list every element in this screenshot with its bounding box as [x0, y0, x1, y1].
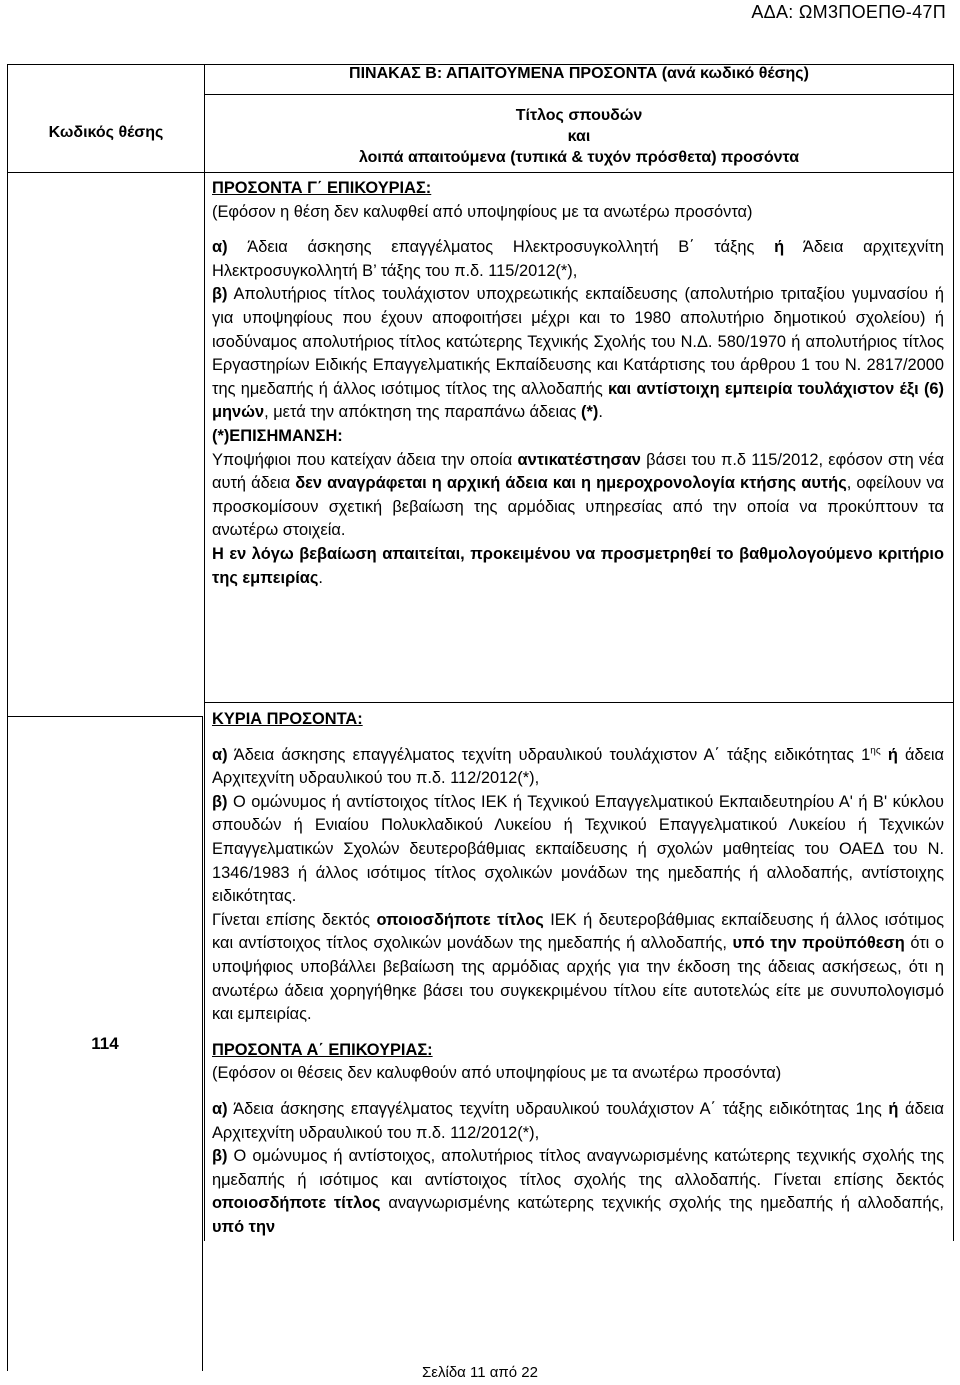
text-run: Η εν λόγω βεβαίωση απαιτείται, προκειμένου να προσμετρηθεί το βαθμολογούμενο κριτήριο της εμπειρίας: [212, 544, 944, 587]
text-run: .: [318, 568, 323, 587]
text-run: α): [212, 1099, 228, 1118]
paragraph-gap: [212, 732, 944, 744]
paragraph-gap: [212, 224, 944, 236]
text-run: β): [212, 1147, 228, 1166]
text-run: ή: [774, 238, 785, 257]
text-run: ΠΡΟΣΟΝΤΑ Α΄ ΕΠΙΚΟΥΡΙΑΣ:: [212, 1040, 433, 1059]
text-run: ή: [888, 1099, 899, 1118]
header-title-line-3: λοιπά απαιτούμενα (τυπικά & τυχόν πρόσθετα) προσόντα: [358, 149, 800, 166]
text-run: οποιοσδήποτε τίτλος: [376, 910, 544, 929]
text-run: αναγνωρισμένης κατώτερης τεχνικής σχολής της ημεδαπής ή αλλοδαπής,: [380, 1194, 944, 1213]
paragraph: [212, 1145, 944, 1239]
row2-paragraphs: [212, 708, 944, 1239]
text-run: Γίνεται επίσης δεκτός: [212, 910, 377, 929]
text-run: .: [598, 403, 603, 422]
paragraph: [212, 909, 944, 1027]
paragraph-gap: [212, 1027, 944, 1039]
text-run: β): [212, 792, 228, 811]
paragraph: [212, 543, 944, 590]
text-run: ΙΕΚ ή δευτεροβάθμιας εκπαίδευσης ή άλλος ισότιμος και αντίστοιχος τίτλος σχολικών μονάδων της ημεδαπής ή αλλοδαπής,: [212, 910, 944, 953]
text-run: (Εφόσον οι θέσεις δεν καλυφθούν από υποψηφίους με τα ανωτέρω προσόντα): [212, 1064, 782, 1083]
table-caption-row: [8, 65, 954, 95]
paragraph: [212, 744, 944, 791]
table-row: [8, 173, 954, 703]
ada-code: ΑΔΑ: ΩΜ3ΠΟΕΠΘ-47Π: [751, 2, 946, 22]
header-title-line-1: Τίτλος σπουδών: [515, 107, 643, 124]
text-run: οποιοσδήποτε τίτλος: [212, 1194, 381, 1213]
text-run: και αντίστοιχη εμπειρία τουλάχιστον έξι (6) μηνών: [212, 379, 944, 422]
text-run: υπό την: [212, 1217, 276, 1236]
row2-requirements-cell: [205, 703, 954, 1242]
text-run: βάσει του π.δ 115/2012, εφόσον στη νέα αυτή άδεια: [212, 450, 944, 493]
text-run: ή: [887, 745, 898, 764]
paragraph: [212, 1098, 944, 1145]
text-run: υπό την προϋπόθεση: [732, 934, 905, 953]
text-run: (*)ΕΠΙΣΗΜΑΝΣΗ:: [212, 426, 343, 445]
table-header-row: [8, 95, 954, 173]
paragraph: [212, 708, 944, 732]
text-run: Ο ομώνυμος ή αντίστοιχος, απολυτήριος τίτλος αναγνωρισμένης κατώτερης τεχνικής σχολής της ημεδαπής ή ισότιμος και αντίστοιχος τίτλος σχολής της αλλοδαπής. Γίνεται επίσης δεκτός: [212, 1147, 944, 1189]
text-run: ότι ο υποψήφιος υποβάλλει βεβαίωση της αρμόδιας αρχής για την έκδοση της άδειας ασκήσεως, ότι η ανωτέρω άδεια χορηγήθηκε βάσει του συγκεκριμένου τίτλου είτε αυτοτελώς είτε με συνυπολογισμό και εμπειρίας.: [212, 934, 944, 1024]
text-run: Απολυτήριος τίτλος τουλάχιστον υποχρεωτικής εκπαίδευσης (απολυτήριο τριταξίου γυμνασίου ή για υποψηφίους που έχουν αποφοιτήσει μέχρι και το 1980 απολυτήριο δημοτικού σχολείου) ή ισοδύναμος απολυτήριος τίτλος κατώτερης Τεχνικής Σχολής του Ν.Δ. 580/1970 ή απολυτήριος τίτλος Εργαστηρίων Ειδικής Επαγγελματικής Εκπαίδευσης και Κατάρτισης του άρθρου 1 του Ν. 2817/2000 της ημεδαπής ή άλλος ισότιμος τίτλος της αλλοδαπής: [212, 285, 944, 398]
caption-spacer: [8, 65, 205, 95]
text-run: ΚΥΡΙΑ ΠΡΟΣΟΝΤΑ:: [212, 710, 363, 728]
text-run: Ο ομώνυμος ή αντίστοιχος τίτλος ΙΕΚ ή Τεχνικού Επαγγελματικού Εκπαιδευτηρίου Α' ή Β' κύκλου σπουδών ή Ενιαίου Πολυκλαδικού Λυκείου ή Τεχνικού Επαγγελματικού Λυκείου ή Τεχνικών Επαγγελματικών Σχολών δευτεροβάθμιας εκπαίδευσης ή σχολών μαθητείας του ΟΑΕΔ του Ν. 1346/1983 ή άλλος ισότιμος τίτλος σχολικών μονάδων της ημεδαπής ή αλλοδαπής, αντίστοιχης ειδικότητας.: [212, 792, 944, 906]
text-run: [881, 746, 888, 764]
text-run: , μετά την απόκτηση της παραπάνω άδειας: [264, 403, 582, 422]
text-run: άδεια Αρχιτεχνίτη υδραυλικού του π.δ. 112/2012(*),: [212, 745, 944, 788]
text-run: ης: [870, 745, 881, 757]
text-run: δεν αναγράφεται η αρχική άδεια και η ημεροχρονολογία κτήσης αυτής: [295, 474, 847, 493]
page-footer: Σελίδα 11 από 22: [422, 1364, 538, 1381]
paragraph-gap: [212, 1086, 944, 1098]
text-run: ΠΡΟΣΟΝΤΑ Γ΄ ΕΠΙΚΟΥΡΙΑΣ:: [212, 179, 432, 197]
paragraph: [212, 236, 944, 283]
text-run: Υποψήφιοι που κατείχαν άδεια την οποία: [212, 450, 518, 469]
text-run: (Εφόσον η θέση δεν καλυφθεί από υποψηφίους με τα ανωτέρω προσόντα): [212, 202, 753, 221]
position-code: 114: [91, 1034, 119, 1053]
paragraph: [212, 425, 944, 449]
paragraph: [212, 449, 944, 543]
text-run: Άδεια αρχιτεχνίτη Ηλεκτροσυγκολλητή Β’ τάξης του π.δ. 115/2012(*),: [212, 238, 944, 280]
text-run: Άδεια άσκησης επαγγέλματος τεχνίτη υδραυλικού τουλάχιστον Α΄ τάξης ειδικότητας 1ης: [227, 1099, 889, 1118]
table-caption: ΠΙΝΑΚΑΣ Β: ΑΠΑΙΤΟΥΜΕΝΑ ΠΡΟΣΟΝΤΑ (ανά κωδικό θέσης): [205, 65, 954, 95]
header-title-line-2: και: [567, 128, 591, 145]
text-run: α): [212, 745, 228, 764]
text-run: Άδεια άσκησης επαγγέλματος Ηλεκτροσυγκολλητή Β΄ τάξης: [247, 238, 775, 257]
text-run: άδεια Αρχιτεχνίτη υδραυλικού του π.δ. 112/2012(*),: [212, 1099, 944, 1142]
row1-requirements-cell: [205, 173, 954, 703]
text-run: β): [212, 285, 228, 304]
paragraph: [212, 177, 944, 224]
text-run: , οφείλουν να προσκομίσουν σχετική βεβαίωση της αρμόδιας υπηρεσίας από την οποία να προκύπτουν τα ανωτέρω στοιχεία.: [212, 474, 944, 540]
header-title-column: [205, 95, 954, 173]
text-run: Άδεια άσκησης επαγγέλματος τεχνίτη υδραυλικού τουλάχιστον Α΄ τάξης ειδικότητας 1: [227, 745, 871, 764]
paragraph: [212, 1039, 944, 1086]
text-run: α): [212, 238, 248, 257]
paragraph: [212, 791, 944, 909]
row1-paragraphs: [212, 177, 944, 590]
paragraph: [212, 283, 944, 425]
code-114-cell: [7, 716, 203, 1371]
header-code-column: Κωδικός θέσης: [8, 95, 205, 173]
text-run: (*): [581, 403, 599, 422]
text-run: αντικατέστησαν: [517, 450, 641, 469]
